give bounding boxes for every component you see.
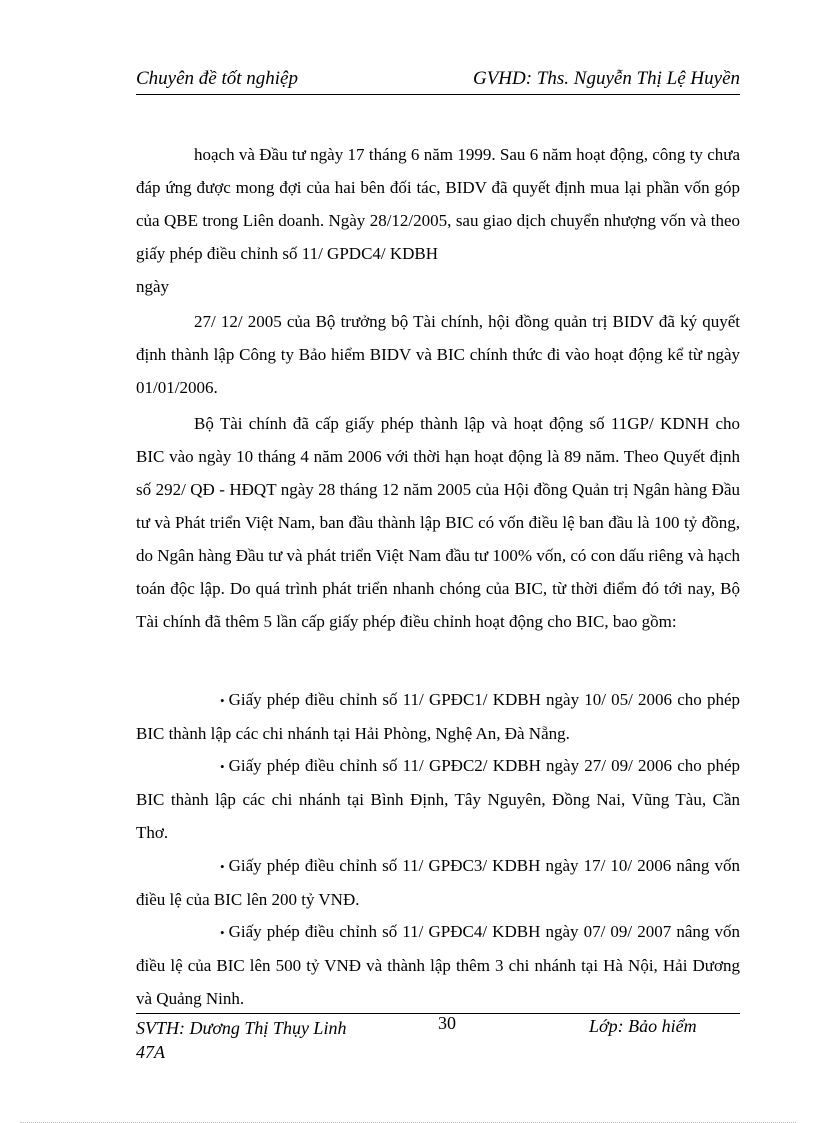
list-item: [136, 749, 740, 849]
footer-class: Lớp: Bảo hiểm: [589, 1016, 697, 1036]
list-item: [136, 915, 740, 1015]
list-item-text: Giấy phép điều chỉnh số 11/ GPĐC2/ KDBH ngày 27/ 09/ 2006 cho phép BIC thành lập các chi nhánh tại Bình Định, Tây Nguyên, Đồng Nai, Vũng Tàu, Cần Thơ.: [136, 756, 740, 842]
footer-student: SVTH: Dương Thị Thụy Linh 47A: [136, 1018, 347, 1062]
paragraph-2: 27/ 12/ 2005 của Bộ trưởng bộ Tài chính, hội đồng quản trị BIDV đã ký quyết định thành lập Công ty Bảo hiểm BIDV và BIC chính thức đi vào hoạt động kể từ ngày 01/01/2006.: [136, 312, 740, 397]
paragraph-3: Bộ Tài chính đã cấp giấy phép thành lập và hoạt động số 11GP/ KDNH cho BIC vào ngày 10 tháng 4 năm 2006 với thời hạn hoạt động là 89 năm. Theo Quyết định số 292/ QĐ - HĐQT ngày 28 tháng 12 năm 2005 của Hội đồng Quản trị Ngân hàng Đầu tư và Phát triển Việt Nam, ban đầu thành lập BIC có vốn điều lệ ban đầu là 100 tỷ đồng, do Ngân hàng Đầu tư và phát triển Việt Nam đầu tư 100% vốn, có con dấu riêng và hạch toán độc lập. Do quá trình phát triển nhanh chóng của BIC, từ thời điểm đó tới nay, Bộ Tài chính đã thêm 5 lần cấp giấy phép điều chỉnh hoạt động cho BIC, bao gồm:: [136, 414, 740, 631]
paragraph-1-text: hoạch và Đầu tư ngày 17 tháng 6 năm 1999. Sau 6 năm hoạt động, công ty chưa đáp ứng được mong đợi của hai bên đối tác, BIDV đã quyết định mua lại phần vốn góp của QBE trong Liên doanh. Ngày 28/12/2005, sau giao dịch chuyển nhượng vốn và theo giấy phép điều chỉnh số 11/ GPDC4/ KDBH: [136, 145, 740, 263]
list-item: [136, 683, 740, 750]
list-item: [136, 849, 740, 916]
header-right-advisor: GVHD: Ths. Nguyễn Thị Lệ Huyền: [472, 68, 740, 89]
paragraph-1-tail: ngày: [136, 277, 170, 296]
page-header: [136, 66, 740, 95]
bullet-icon: •: [220, 925, 225, 940]
paragraph-1: [136, 138, 740, 303]
bullet-icon: •: [220, 859, 225, 874]
list-item-text: Giấy phép điều chỉnh số 11/ GPĐC4/ KDBH ngày 07/ 09/ 2007 nâng vốn điều lệ của BIC lên 500 tỷ VNĐ và thành lập thêm 3 chi nhánh tại Hà Nội, Hải Dương và Quảng Ninh.: [136, 922, 740, 1008]
bullet-icon: •: [220, 693, 225, 708]
bullet-icon: •: [220, 759, 225, 774]
page-number: 30: [438, 1013, 456, 1033]
header-left-title: Chuyên đề tốt nghiệp: [136, 68, 298, 89]
list-item-text: Giấy phép điều chỉnh số 11/ GPĐC1/ KDBH ngày 10/ 05/ 2006 cho phép BIC thành lập các chi nhánh tại Hải Phòng, Nghệ An, Đà Nẵng.: [136, 690, 740, 743]
list-item-text: Giấy phép điều chỉnh số 11/ GPĐC3/ KDBH ngày 17/ 10/ 2006 nâng vốn điều lệ của BIC lên 200 tỷ VNĐ.: [136, 856, 740, 909]
